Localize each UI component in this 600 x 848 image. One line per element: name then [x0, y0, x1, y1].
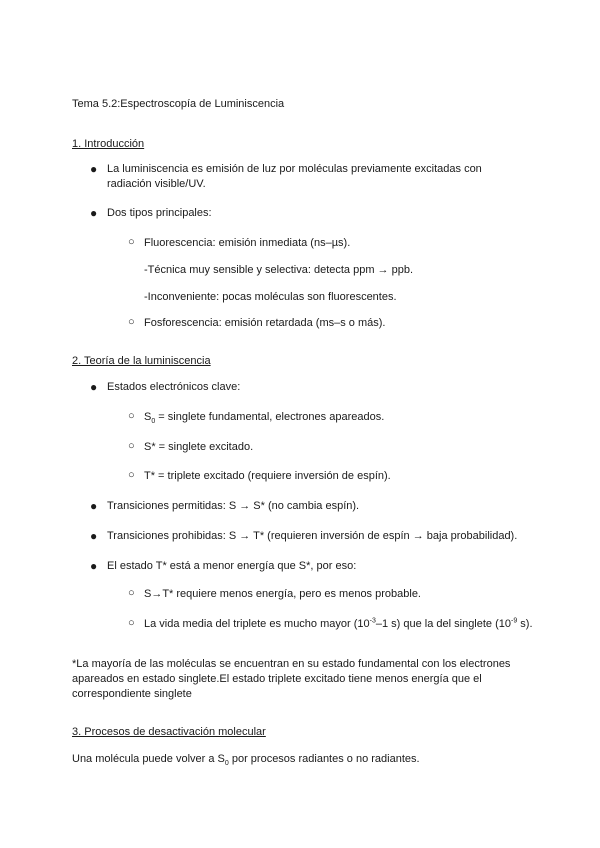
sub-bullet-icon: ○ — [128, 587, 135, 599]
sub-list-item: ○ Fosforescencia: emisión retardada (ms–s o más). — [128, 316, 386, 329]
section-1-heading: 1. Introducción — [72, 138, 145, 150]
list-item: ● Estados electrónicos clave: — [90, 380, 241, 394]
list-item: ● El estado T* está a menor energía que S*, por eso: — [90, 559, 357, 573]
bullet-icon: ● — [90, 529, 98, 543]
sub-list-item: ○ Fluorescencia: emisión inmediata (ns–µs). — [128, 236, 351, 249]
sub-bullet-icon: ○ — [128, 236, 135, 248]
bullet-icon: ● — [90, 559, 98, 573]
bullet-icon: ● — [90, 206, 98, 220]
sub-bullet-icon: ○ — [128, 410, 135, 422]
sub-list-item: ○ T* = triplete excitado (requiere inversión de espín). — [128, 469, 391, 482]
sub-list-item: ○ $S_0$ = singlete fundamental, electrones apareados. — [128, 410, 385, 426]
sub-list-item: ○ S* = singlete excitado. — [128, 440, 254, 453]
body-paragraph: Una molécula puede volver a $S_0$ por procesos radiantes o no radiantes. — [72, 753, 420, 768]
list-item: ● Dos tipos principales: — [90, 206, 212, 220]
bullet-icon: ● — [90, 499, 98, 513]
section-3-heading: 3. Procesos de desactivación molecular — [72, 726, 266, 738]
bullet-icon: ● — [90, 380, 98, 394]
sub-bullet-icon: ○ — [128, 316, 135, 328]
list-item: ● Transiciones permitidas: S → S* (no cambia espín). — [90, 499, 360, 513]
bullet-icon: ● — [90, 162, 98, 176]
sub-note: -Inconveniente: pocas moléculas son fluorescentes. — [144, 291, 397, 303]
sub-list-item: ○ La vida media del triplete es mucho mayor ($10^{-3}-1$ s) que la del singlete ($10^{-9}$ s). — [128, 617, 533, 630]
sub-bullet-icon: ○ — [128, 440, 135, 452]
sub-bullet-icon: ○ — [128, 469, 135, 481]
page-title: Tema 5.2:Espectroscopía de Luminiscencia — [72, 98, 285, 110]
sub-list-item: ○ S→T* requiere menos energía, pero es menos probable. — [128, 587, 421, 600]
list-item: ● Transiciones prohibidas: S → T* (requieren inversión de espín → baja probabilidad). — [90, 529, 518, 543]
sub-note: -Técnica muy sensible y selectiva: detecta ppm → ppb. — [144, 264, 414, 276]
sub-bullet-icon: ○ — [128, 617, 135, 629]
footnote-paragraph: *La mayoría de las moléculas se encuentran en su estado fundamental con los electrones apareados en estado singlete.El estado triplete excitado tiene menos energía que el correspondiente singlete — [72, 658, 511, 700]
list-item: ● La luminiscencia es emisión de luz por moléculas previamente excitadas con radiación visible/UV. — [90, 162, 482, 190]
section-2-heading: 2. Teoría de la luminiscencia — [72, 355, 211, 367]
